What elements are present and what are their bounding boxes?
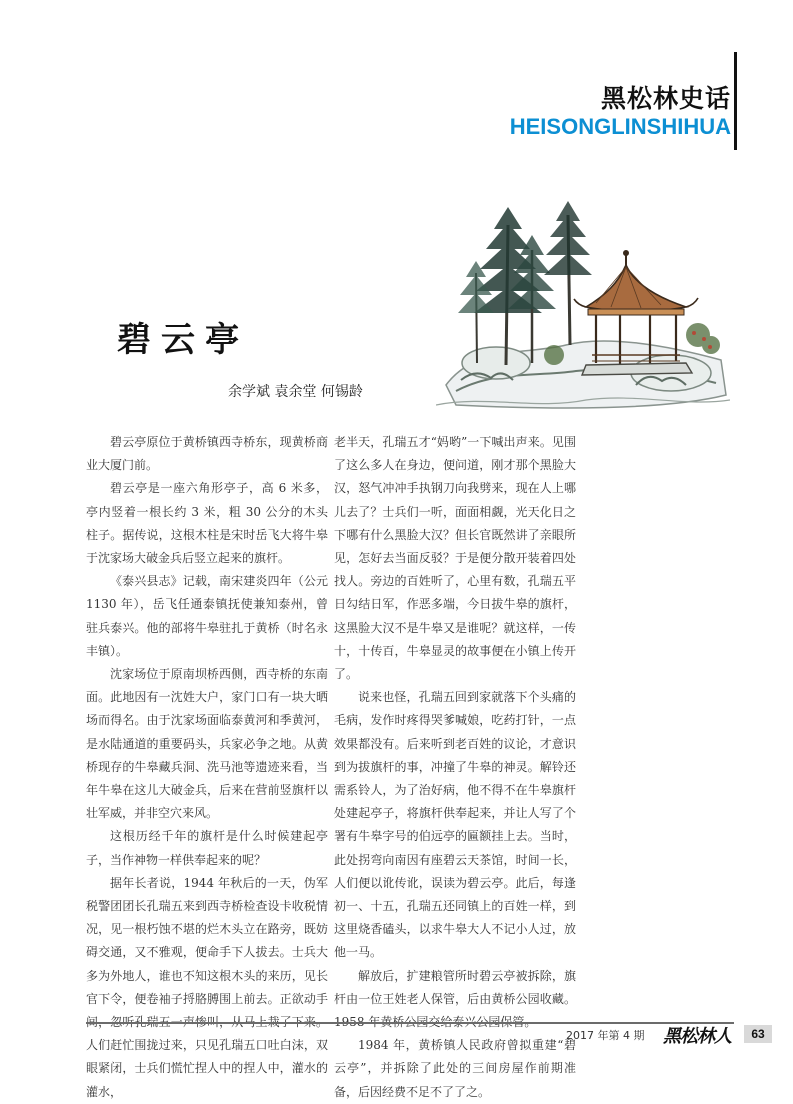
paragraph-continuation: 老半天，孔瑞五才“妈哟”一下喊出声来。见围了这么多人在身边，便问道，刚才那个黑脸大汉，怒气冲冲手执钢刀向我劈来，现在人上哪儿去了？士兵们一听，面面相觑，光天化日之下哪有什么黑脸大汉？但长官既然讲了亲眼所见，怎好去当面反驳？于是便分散开装着四处找人。旁边的百姓听了，心里有数，孔瑞五平日勾结日军，作恶多端，今日拔牛皋的旗杆，这黑脸大汉不是牛皋又是谁呢？就这样，一传十，十传百，牛皋显灵的故事便在小镇上传开了。 (334, 435, 576, 682)
text-column-right (334, 431, 576, 1104)
paragraph: 碧云亭是一座六角形亭子，高 6 米多，亭内竖着一根长约 3 米，粗 30 公分的木头柱子。据传说，这根木柱是宋时岳飞大将牛皋于沈家场大破金兵后竖立起来的旗杆。 (86, 481, 328, 566)
paragraph: 据年长者说，1944 年秋后的一天，伪军税警团团长孔瑞五来到西寺桥检查设卡收税情况，见一根朽蚀不堪的烂木头立在路旁，既妨碍交通，又不雅观，便命手下人拔去。士兵大多为外地人，谁也不知这根木头的来历，见长官下令，便卷袖子捋胳膊围上前去。正欲动手 人们赶忙围拢过来，只见孔瑞五口吐白沫，双眼紧闭，士兵们慌忙捏人中的捏人中，灌水的灌水， (86, 875, 328, 1099)
paragraph: 解放后，扩建粮管所时碧云亭被拆除，旗杆由一位王姓老人保管，后由黄桥公园收藏。 (334, 968, 576, 1006)
paragraph: 1984 年，黄桥镇人民政府曾拟重建“碧云亭”，并拆除了此处的三间房屋作前期准备，后因经费不足不了了之。 (334, 1038, 576, 1099)
paragraph: 《泰兴县志》记载，南宋建炎四年（公元1130 年），岳飞任通泰镇抚使兼知泰州，曾驻兵泰兴。他的部将牛皋驻扎于黄桥（时名永丰镇）。 (86, 574, 328, 658)
paragraph: 沈家场位于原南坝桥西侧，西寺桥的东南面。此地因有一沈姓大户，家门口有一块大晒场而得名。由于沈家场面临泰黄河和季黄河，是水陆通道的重要码头，兵家必争之地。从黄桥现存的牛皋藏兵洞、洗马池等遗迹来看，当年牛皋在这儿大破金兵，后来在营前竖旗杆以壮军威，并非空穴来风。 (86, 667, 328, 821)
article-title: 碧云亭 (117, 320, 249, 360)
paragraph: 说来也怪，孔瑞五回到家就落下个头痛的毛病，发作时疼得哭爹喊娘，吃药打针，一点效果都没有。后来听到老百姓的议论，才意识到为拔旗杆的事，冲撞了牛皋的神灵。解铃还需系铃人，为了治好病，他不得不在牛皋旗杆处建起亭子，将旗杆供奉起来，并让人写了个署有牛皋字号的伯远亭的匾额挂上去。当时，此处拐弯向南因有座碧云天茶馆，时间一长，人们便以讹传讹，误读为碧云亭。此后，每逢初一、十五，孔瑞五还同镇上的百姓一样，到这里烧香磕头，以求牛皋大人不记小人过，放他一马。 (334, 690, 576, 960)
paragraph: 碧云亭原位于黄桥镇西寺桥东，现黄桥商业大厦门前。 (86, 435, 328, 473)
page-number: 63 (744, 1025, 772, 1043)
column-title-en: HEISONGLINSHIHUA (509, 114, 731, 139)
footer-rule (86, 1022, 734, 1024)
text-column-left (86, 431, 328, 1104)
column-title-cn: 黑松林史话 (600, 84, 731, 113)
issue-label: 2017 年第 4 期 (566, 1029, 645, 1042)
header-divider (734, 52, 737, 150)
magazine-logo: 黑松林人 (663, 1026, 731, 1047)
column-header (510, 84, 731, 140)
pavilion-illustration (436, 195, 730, 413)
paragraph: 这根历经千年的旗杆是什么时候建起亭子，当作神物一样供奉起来的呢？ (86, 829, 328, 867)
article-authors: 余学斌 袁余堂 何锡龄 (228, 384, 363, 400)
